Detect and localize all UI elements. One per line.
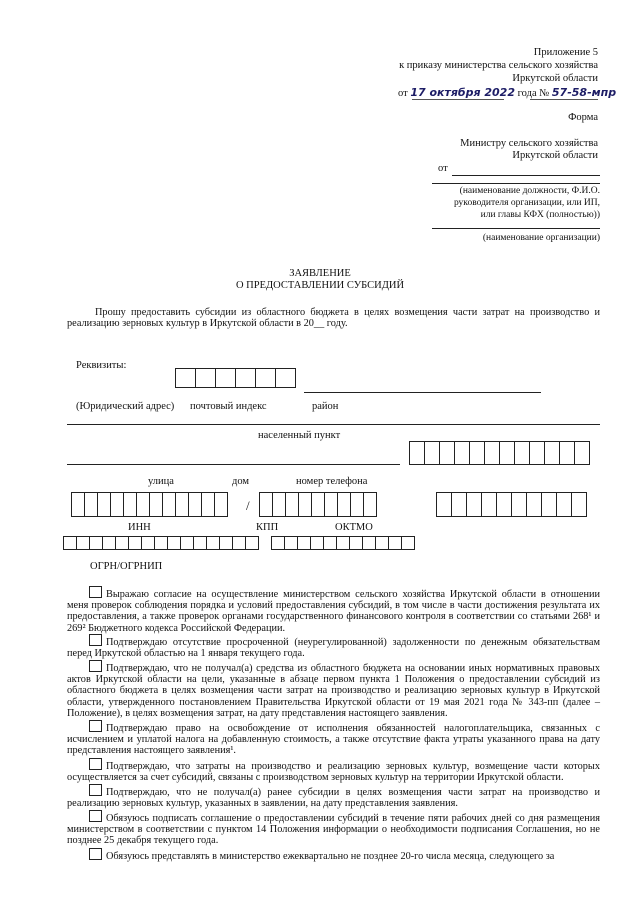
inn-cells[interactable] <box>72 492 228 517</box>
statement-no-other-funds <box>67 660 600 719</box>
district-label: район <box>312 401 339 412</box>
statement-quarterly-report-text: Обязуюсь представлять в министерство ежеквартально не позднее 20-го числа месяца, следующего за <box>106 851 555 862</box>
kpp-cells[interactable] <box>260 492 377 517</box>
house-label: дом <box>232 476 250 487</box>
kpp-label: КПП <box>256 522 279 533</box>
address-line-2[interactable] <box>67 464 400 465</box>
statement-quarterly-report <box>67 848 600 862</box>
order-line-2: Иркутской области <box>512 73 598 84</box>
checkbox-costs-region[interactable] <box>89 758 102 770</box>
statement-no-debt-text: Подтверждаю отсутствие просроченной (неурегулированной) задолженности по денежным обязательствам перед Иркутской областью на 1 января текущего года. <box>67 637 600 660</box>
statement-sign-agreement <box>67 810 600 847</box>
from-prefix: от <box>398 88 408 99</box>
settlement-label: населенный пункт <box>258 430 341 441</box>
hint-organization: (наименование организации) <box>482 233 600 243</box>
checkbox-quarterly-report[interactable] <box>89 848 102 860</box>
postal-index-cells[interactable] <box>176 368 296 388</box>
hint-kfh: или главы КФХ (полностью)) <box>480 210 600 220</box>
order-date-line <box>398 86 616 99</box>
district-field[interactable] <box>304 392 541 393</box>
settlement-cells[interactable] <box>410 441 590 465</box>
statement-vat-exemption <box>67 720 600 757</box>
statement-consent-text: Выражаю согласие на осуществление министерством сельского хозяйства Иркутской области в отношении меня проверок соблюдения порядка и условий предоставления субсидий, в том числе в части достижения результата их предоставления, а также проверок органами государственного финансового контроля в соответствии со статьями 268¹ и 269² Бюджетного кодекса Российской Федерации. <box>67 589 600 634</box>
street-label: улица <box>148 476 174 487</box>
hint-head: руководителя организации, или ИП, <box>453 198 600 208</box>
intro-paragraph: Прошу предоставить субсидии из областного бюджета в целях возмещения части затрат на производство и реализацию зерновых культур в Иркутской области в 20__ году. <box>67 307 600 330</box>
title-subsidies: О ПРЕДОСТАВЛЕНИИ СУБСИДИЙ <box>235 280 405 291</box>
ogrn-label: ОГРН/ОГРНИП <box>90 561 163 572</box>
inn-label: ИНН <box>128 522 151 533</box>
statement-vat-exemption-text: Подтверждаю право на освобождение от исполнения обязанностей налогоплательщика, связанных с исчислением и уплатой налога на добавленную стоимость, а также отсутствие факта утраты указанного права на дату представления настоящего заявления¹. <box>67 723 600 757</box>
handwritten-order-number: 57-58-мпр <box>551 86 617 99</box>
phone-label: номер телефона <box>296 476 368 487</box>
order-line-1: к приказу министерства сельского хозяйства <box>399 60 598 71</box>
handwritten-date: 17 октября 2022 <box>410 86 515 99</box>
form-label: Форма <box>568 112 598 123</box>
statement-costs-region <box>67 758 600 783</box>
organization-field[interactable] <box>432 228 600 229</box>
legal-address-label: (Юридический адрес) <box>76 401 175 412</box>
address-line-1[interactable] <box>67 424 600 425</box>
appendix-number: Приложение 5 <box>533 47 598 58</box>
year-number-label: года № <box>517 88 550 99</box>
oktmo-label: ОКТМО <box>335 522 373 533</box>
from-field-2[interactable] <box>432 183 600 184</box>
checkbox-consent[interactable] <box>89 586 102 598</box>
from-field[interactable] <box>452 175 600 176</box>
postal-index-label: почтовый индекс <box>190 401 267 412</box>
oktmo-cells[interactable] <box>272 536 415 550</box>
statement-costs-region-text: Подтверждаю, что затраты на производство и реализацию зерновых культур, возмещение части которых осуществляется за счет субсидий, связаны с производством зерновых культур на территории Иркутской области. <box>67 761 600 784</box>
addressee-line-1: Министру сельского хозяйства <box>460 138 598 149</box>
statement-no-debt <box>67 634 600 659</box>
hint-position: (наименование должности, Ф.И.О. <box>459 186 600 196</box>
statement-no-prior-subsidy <box>67 784 600 809</box>
title-statement: ЗАЯВЛЕНИЕ <box>289 268 351 279</box>
statement-no-prior-subsidy-text: Подтверждаю, что не получал(а) ранее субсидии в целях возмещения части затрат на производство и реализацию зерновых культур, указанных в заявлении, на дату представления заявления. <box>67 787 600 810</box>
from-label: от <box>438 163 448 174</box>
checkbox-no-prior-subsidy[interactable] <box>89 784 102 796</box>
phone-cells[interactable] <box>437 492 587 517</box>
statement-sign-agreement-text: Обязуюсь подписать соглашение о предоставлении субсидий в течение пяти рабочих дней со дня размещения министерством в соответствии с пунктом 14 Положения информации о необходимости подписания Соглашения, но не позднее 25 декабря текущего года. <box>67 813 600 847</box>
checkbox-no-debt[interactable] <box>89 634 102 646</box>
statement-no-other-funds-text: Подтверждаю, что не получал(а) средства из областного бюджета на основании иных нормативных правовых актов Иркутской области на цели, указанные в абзаце первом пункта 1 Положения о предоставлении субсидий из областного бюджета в целях возмещения части затрат на производство и реализацию зерновых культур в Иркутской области, утвержденного постановлением Правительства Иркутской области от 19 мая 2021 года № 343-пп (далее – Положение), в целях возмещения затрат, на дату представления настоящего заявления. <box>67 663 600 719</box>
addressee-line-2: Иркутской области <box>512 150 598 161</box>
requisites-label: Реквизиты: <box>76 360 127 371</box>
checkbox-vat-exemption[interactable] <box>89 720 102 732</box>
ogrn-cells[interactable] <box>64 536 259 550</box>
checkbox-no-other-funds[interactable] <box>89 660 102 672</box>
statement-consent <box>67 586 600 634</box>
inn-kpp-slash: / <box>246 498 250 513</box>
checkbox-sign-agreement[interactable] <box>89 810 102 822</box>
